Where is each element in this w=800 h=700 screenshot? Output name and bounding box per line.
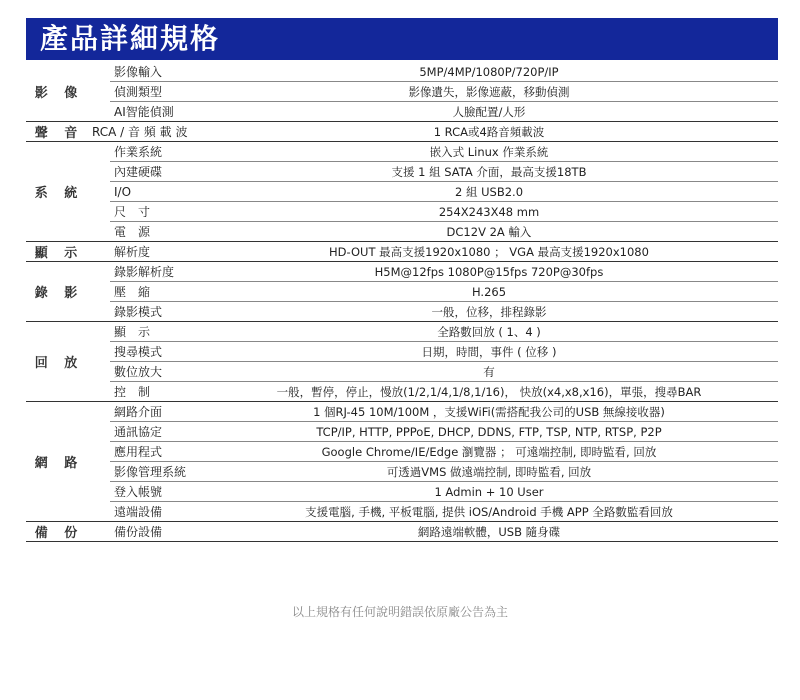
row-label: 數位放大 [114, 365, 163, 379]
spec-row [110, 82, 778, 102]
row-label: 錄影模式 [114, 305, 163, 319]
row-label: 影像輸入 [114, 65, 163, 79]
spec-group-playback [26, 322, 778, 402]
row-label: 顯 示 [114, 325, 151, 339]
spec-row [110, 422, 778, 442]
spec-group-image [26, 62, 778, 122]
spec-row [110, 162, 778, 182]
row-label: 解析度 [114, 245, 151, 259]
row-label: 電 源 [114, 225, 151, 239]
row-value: 支援 1 組 SATA 介面，最高支援18TB [391, 164, 587, 179]
footnote: 以上規格有任何說明錯誤依原廠公告為主 [291, 605, 508, 619]
group-label: 顯 示 [34, 246, 84, 261]
spec-row [110, 202, 778, 222]
row-label: 備份設備 [114, 525, 163, 539]
spec-row [110, 142, 778, 162]
spec-row [110, 102, 778, 121]
page-title: 產品詳細規格 [40, 22, 221, 55]
row-label: 通訊協定 [114, 425, 163, 439]
spec-header-bar [26, 18, 778, 60]
spec-row [110, 282, 778, 302]
row-label: I/O [114, 184, 132, 199]
row-value: H5M@12fps 1080P@15fps 720P@30fps [374, 264, 604, 279]
row-value: 一般，暫停，停止，慢放(1/2,1/4,1/8,1/16)， 快放(x4,x8,x16)，單張，搜尋BAR [276, 384, 702, 399]
row-value: 日期，時間，事件 ( 位移 ) [421, 344, 557, 359]
spec-row [110, 462, 778, 482]
row-label: 搜尋模式 [114, 345, 163, 359]
spec-group-system [26, 142, 778, 242]
spec-row [110, 342, 778, 362]
group-label: 聲 音 [34, 126, 84, 141]
spec-row [110, 382, 778, 401]
spec-row [110, 402, 778, 422]
row-value: 人臉配置/人形 [452, 104, 526, 119]
group-label: 影 像 [34, 86, 84, 101]
row-label: 內建硬碟 [114, 165, 163, 179]
row-value: 5MP/4MP/1080P/720P/IP [419, 64, 559, 79]
row-label: 錄影解析度 [114, 265, 175, 279]
row-value: 可透過VMS 做遠端控制, 即時監看, 回放 [386, 464, 592, 479]
row-value: 有 [483, 364, 495, 379]
row-label: 應用程式 [114, 445, 163, 459]
row-value: 網路遠端軟體，USB 隨身碟 [417, 524, 561, 539]
group-label: 網 路 [34, 456, 84, 471]
row-label: 壓 縮 [114, 285, 151, 299]
row-label: 登入帳號 [114, 485, 163, 499]
row-value: 嵌入式 Linux 作業系統 [429, 144, 549, 159]
group-label: 回 放 [34, 356, 84, 371]
row-label: RCA / 音 頻 載 波 [92, 125, 188, 139]
spec-table [26, 62, 778, 542]
spec-row [110, 522, 778, 541]
spec-row [110, 62, 778, 82]
spec-row [110, 322, 778, 342]
row-value: TCP/IP, HTTP, PPPoE, DHCP, DDNS, FTP, TSP, NTP, RTSP, P2P [316, 424, 662, 439]
row-value: H.265 [471, 284, 507, 299]
row-label: 尺 寸 [114, 205, 151, 219]
spec-row [110, 302, 778, 321]
group-label: 備 份 [34, 526, 84, 541]
spec-group-audio [26, 122, 778, 142]
spec-group-backup [26, 522, 778, 542]
spec-row [110, 262, 778, 282]
spec-row [110, 442, 778, 462]
row-label: 控 制 [114, 385, 151, 399]
row-value: 254X243X48 mm [438, 204, 540, 219]
spec-row [110, 502, 778, 521]
spec-row [110, 182, 778, 202]
row-label: 偵測類型 [114, 85, 163, 99]
row-value: HD-OUT 最高支援1920x1080 ； VGA 最高支援1920x1080 [329, 244, 649, 259]
spec-group-display [26, 242, 778, 262]
row-value: 影像遺失，影像遮蔽，移動偵測 [408, 84, 570, 99]
spec-row [110, 482, 778, 502]
row-value: 一般，位移，排程錄影 [431, 304, 547, 319]
spec-row [88, 122, 778, 141]
spec-row [110, 222, 778, 241]
row-label: 遠端設備 [114, 505, 163, 519]
row-value: Google Chrome/IE/Edge 瀏覽器 ； 可遠端控制, 即時監看, 回放 [321, 444, 657, 459]
row-label: 網路介面 [114, 405, 163, 419]
group-label: 系 統 [34, 186, 84, 201]
spec-row [110, 362, 778, 382]
spec-row [110, 242, 778, 261]
group-label: 錄 影 [34, 286, 84, 301]
row-value: DC12V 2A 輸入 [446, 224, 532, 239]
row-value: 支援電腦, 手機, 平板電腦, 提供 iOS/Android 手機 APP 全路數監看回放 [305, 504, 673, 519]
row-value: 1 個RJ-45 10M/100M ，支援WiFi(需搭配我公司的USB 無線接收器) [313, 404, 665, 419]
row-value: 1 RCA或4路音頻載波 [433, 124, 545, 139]
spec-group-network [26, 402, 778, 522]
row-label: AI智能偵測 [114, 105, 174, 119]
row-label: 影像管理系統 [114, 465, 187, 479]
spec-group-recording [26, 262, 778, 322]
row-value: 2 組 USB2.0 [454, 184, 524, 199]
row-value: 1 Admin + 10 User [434, 484, 544, 499]
row-value: 全路數回放 ( 1、4 ) [437, 324, 541, 339]
row-label: 作業系統 [114, 145, 163, 159]
